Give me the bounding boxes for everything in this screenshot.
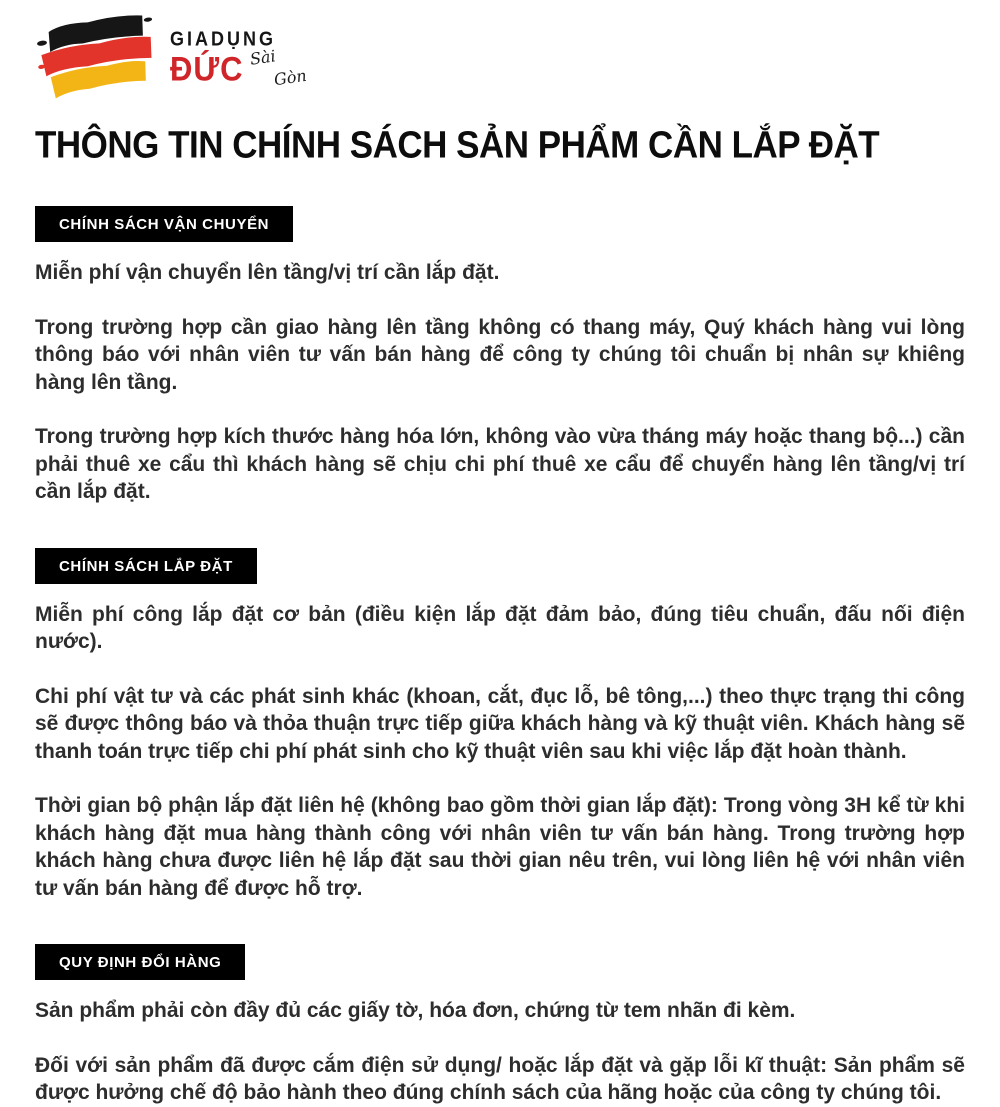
page-title: THÔNG TIN CHÍNH SÁCH SẢN PHẨM CẦN LẮP ĐẶT (35, 124, 880, 167)
policy-section (35, 206, 965, 506)
policy-paragraph: Miễn phí công lắp đặt cơ bản (điều kiện lắp đặt đảm bảo, đúng tiêu chuẩn, đấu nối điện nước). (35, 602, 965, 653)
brand-text (170, 12, 318, 96)
section-paragraphs (35, 259, 965, 506)
policy-paragraph: Sản phẩm phải còn đầy đủ các giấy tờ, hóa đơn, chứng từ tem nhãn đi kèm. (35, 999, 796, 1022)
section-paragraphs (35, 601, 965, 903)
brand-name-saigon (248, 46, 318, 96)
section-badge: CHÍNH SÁCH VẬN CHUYỂN (35, 206, 293, 242)
section-badge: QUY ĐỊNH ĐỔI HÀNG (35, 944, 245, 980)
policy-paragraph: Đối với sản phẩm đã được cắm điện sử dụng/ hoặc lắp đặt và gặp lỗi kĩ thuật: Sản phẩm sẽ được hưởng chế độ bảo hành theo đúng chính sách của hãng hoặc của công ty chúng tôi. (35, 1053, 965, 1104)
sections (35, 206, 965, 1107)
brand-logo (35, 12, 965, 108)
policy-section (35, 944, 965, 1107)
german-flag-icon (35, 12, 160, 104)
brand-name-sai: Sài (248, 46, 277, 69)
section-badge: CHÍNH SÁCH LẮP ĐẶT (35, 548, 257, 584)
policy-section (35, 548, 965, 903)
brand-name-duc: ĐỨC (170, 49, 244, 89)
policy-paragraph: Thời gian bộ phận lắp đặt liên hệ (không bao gồm thời gian lắp đặt): Trong vòng 3H kể từ khi khách hàng đặt mua hàng thành công với nhân viên tư vấn bán hàng. Trong trường hợp khách hàng chưa được liên hệ lắp đặt sau thời gian nêu trên, vui lòng liên hệ với nhân viên tư vấn bán hàng để được hỗ trợ. (35, 794, 965, 900)
policy-paragraph: Chi phí vật tư và các phát sinh khác (khoan, cắt, đục lỗ, bê tông,...) theo thực trạng thi công sẽ được thông báo và thỏa thuận trực tiếp giữa khách hàng và kỹ thuật viên. Khách hàng sẽ thanh toán trực tiếp chi phí phát sinh cho kỹ thuật viên sau khi việc lắp đặt hoàn thành. (35, 684, 965, 763)
section-paragraphs (35, 997, 965, 1107)
brand-name-gon: Gòn (272, 65, 308, 90)
policy-paragraph: Trong trường hợp kích thước hàng hóa lớn, không vào vừa tháng máy hoặc thang bộ...) cần phải thuê xe cẩu thì khách hàng sẽ chịu chi phí thuê xe cẩu để chuyển hàng lên tầng/vị trí cần lắp đặt. (35, 425, 965, 503)
brand-name-giadung: GIADỤNG (170, 26, 276, 50)
policy-paragraph: Miễn phí vận chuyển lên tầng/vị trí cần lắp đặt. (35, 261, 500, 284)
policy-paragraph: Trong trường hợp cần giao hàng lên tầng không có thang máy, Quý khách hàng vui lòng thông báo với nhân viên tư vấn bán hàng để công ty chúng tôi chuẩn bị nhân sự khiêng hàng lên tầng. (35, 315, 965, 394)
